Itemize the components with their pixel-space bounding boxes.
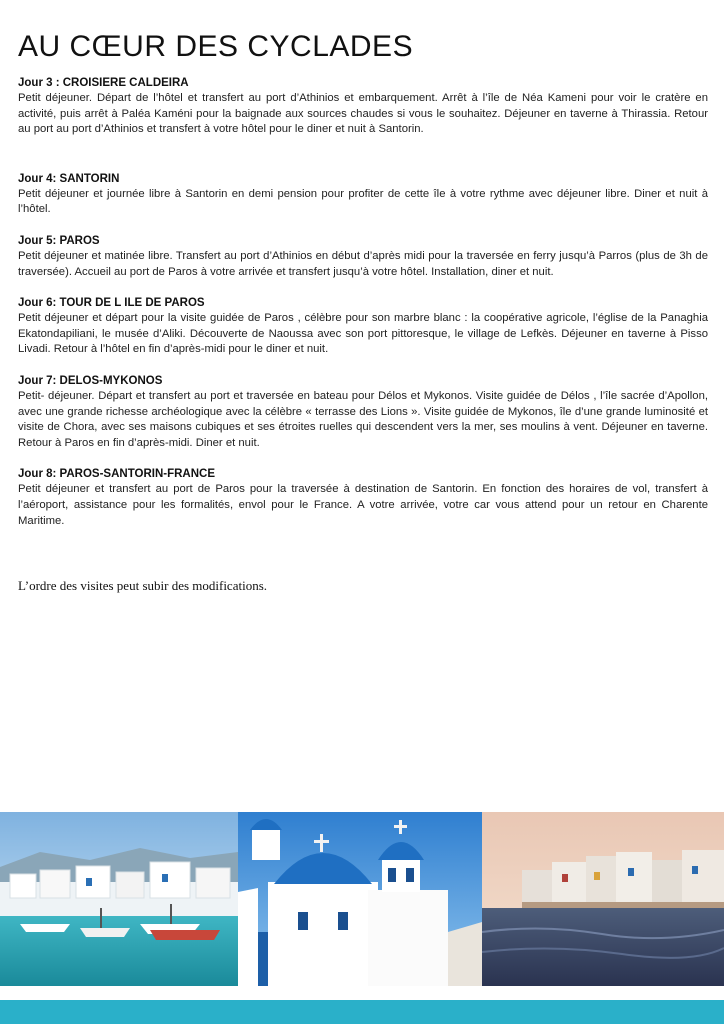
day-heading: Jour 4: SANTORIN (18, 172, 120, 185)
day-heading: Jour 6: TOUR DE L ILE DE PAROS (18, 297, 205, 310)
day-description: Petit déjeuner et départ pour la visite guidée de Paros , célèbre pour son marbre blanc : la coopérative agricole, l’église de la Panaghia Ekatondapiliani, le musée d’Aliki. Découverte de Naoussa avec son port pittoresque, le village de Lefkès. Déjeuner en taverne à Pisso Livadi. Retour à l’hôtel en fin d’après-midi pour le diner et nuit. (18, 312, 708, 356)
day-3 (18, 76, 708, 138)
page-title: AU CŒUR DES CYCLADES (18, 30, 414, 63)
day-description: Petit- déjeuner. Départ et transfert au port et traversée en bateau pour Délos et Mykonos. Visite guidée de Délos , l’île sacrée d’Apollon, avec une grande richesse archéologique avec la célèbre « terrasse des Lions ». Visite guidée de Mykonos, île d’une grande luminosité et visite de Chora, avec ses maisons cubiques et ses étroites ruelles qui descendent vers la mer, ses moulins à vent. Déjeuner en taverne. Retour à Paros en fin d’après-midi. Diner et nuit. (18, 389, 708, 449)
day-description: Petit déjeuner. Départ de l’hôtel et transfert au port d’Athinios et embarquement. Arrêt à l’île de Néa Kameni pour voir le cratère en activité, puis arrêt à Paléa Kaméni pour la baignade aux sources chaudes si vous le souhaitez. Déjeuner en taverne à Thirassia. Retour au port au port d’Athinios et transfert à votre hôtel pour le diner et nuit à Santorin. (18, 92, 708, 136)
footer-accent-bar (0, 1000, 724, 1024)
paros-harbour-photo (0, 812, 238, 986)
itinerary (18, 76, 708, 545)
day-heading: Jour 3 : CROISIERE CALDEIRA (18, 77, 189, 89)
day-description: Petit déjeuner et journée libre à Santorin en demi pension pour profiter de cette île à votre rythme avec déjeuner libre. Diner et nuit à l’hôtel. (18, 187, 708, 216)
day-heading: Jour 5: PAROS (18, 234, 100, 247)
day-description: Petit déjeuner et matinée libre. Transfert au port d’Athinios en début d’après midi pour la traversée en ferry jusqu’à Parros (plus de 3h de traversée). Accueil au port de Paros à votre arrivée et transfert jusqu’à votre hôtel. Installation, diner et nuit. (18, 249, 708, 278)
day-6 (18, 296, 708, 358)
day-4 (18, 172, 708, 218)
photo-strip (0, 812, 724, 986)
day-description: Petit déjeuner et transfert au port de Paros pour la traversée à destination de Santorin. En fonction des horaires de vol, transfert à l’aéroport, assistance pour les formalités, envol pour le France. A votre arrivée, votre car vous attend pour un retour en Charente Maritime. (18, 483, 708, 527)
mykonos-little-venice-photo (482, 812, 724, 986)
day-8 (18, 467, 708, 529)
day-heading: Jour 8: PAROS-SANTORIN-FRANCE (18, 468, 215, 481)
santorini-blue-domes-photo (238, 812, 482, 986)
itinerary-note: L’ordre des visites peut subir des modifications. (18, 578, 268, 593)
day-heading: Jour 7: DELOS-MYKONOS (18, 374, 163, 387)
day-7 (18, 374, 708, 451)
day-5 (18, 234, 708, 280)
